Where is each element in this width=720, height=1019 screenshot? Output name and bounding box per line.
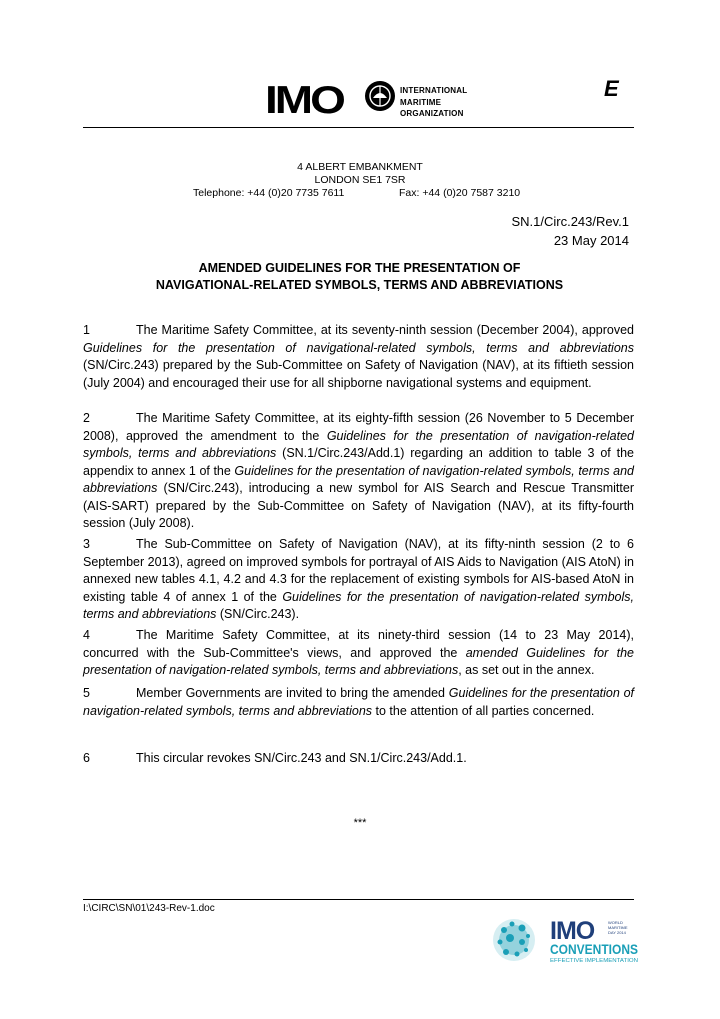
paragraph-4 [83,627,634,680]
paragraph-number: 1 [83,323,90,337]
org-line: MARITIME [400,97,442,107]
imo-conventions-logo [492,912,642,968]
file-path: I:\CIRC\SN\01\243-Rev-1.doc [83,903,215,914]
paragraph-italic: amended Guidelines for the presentation of navigation-related symbols, terms and abbreviations [83,645,635,677]
conventions-tagline: EFFECTIVE IMPLEMENTATION [550,958,639,964]
address-block [0,161,720,187]
language-mark: E [604,76,619,101]
paragraph-text: The Maritime Safety Committee, at its eighty-fifth session (26 November to 5 December 2008), approved the amendment to the [83,411,634,443]
paragraph-1 [83,322,634,392]
address-line: 4 ALBERT EMBANKMENT [297,161,423,173]
paragraph-5 [83,685,634,720]
paragraph-italic: Guidelines for the presentation of navigation-related symbols, terms and abbreviations [83,463,635,495]
paragraph-italic: Guidelines for the presentation of navigational-related symbols, terms and abbreviations [83,340,634,355]
header-rule [83,127,634,128]
conventions-logo-letters: IMO [550,917,595,945]
paragraph-text: Member Governments are invited to bring the amended [136,686,449,700]
paragraph-3 [83,536,634,624]
paragraph-italic: Guidelines for the presentation of navigation-related symbols, terms and abbreviations [83,589,634,621]
organization-name [400,85,467,120]
world-maritime-day-line: MARITIME [608,925,628,930]
paragraph-number: 4 [83,628,90,642]
org-line: INTERNATIONAL [400,86,468,95]
paragraph-number: 6 [83,751,90,765]
globe-dots-icon [493,919,535,961]
paragraph-6 [83,750,634,768]
document-title [83,260,636,294]
address-line: LONDON SE1 7SR [314,174,406,186]
telephone: Telephone: +44 (0)20 7735 7611 [193,187,345,199]
imo-logo [265,78,393,123]
paragraph-text: The Maritime Safety Committee, at its ninety-third session (14 to 23 May 2014), concurred with the Sub-Committee's views, and approved the [83,628,634,660]
paragraph-text: The Sub-Committee on Safety of Navigation (NAV), at its fifty-ninth session (2 to 6 September 2013), agreed on improved symbols for portrayal of AIS Aids to Navigation (AIS AtoN) in annexed new tables 4.1, 4.2 and 4.3 for the replacement of existing symbols for AIS-based AtoN in existing table 4 of annex 1 of the [83,537,634,604]
paragraph-text: (SN/Circ.243), introducing a new symbol for AIS Search and Rescue Transmitter (AIS-SART) prepared by the Sub-Committee on Safety of Navigation (NAV), at its fifty-fourth session (July 2008). [83,481,634,530]
paragraph-text: (SN/Circ.243) prepared by the Sub-Committee on Safety of Navigation (NAV), at its fiftieth session (July 2004) and encouraged their use for all shipborne navigational systems and equipment. [83,358,634,390]
paragraph-number: 3 [83,537,90,551]
paragraph-text: (SN/Circ.243). [216,607,300,621]
paragraph-text: to the attention of all parties concerned. [372,703,595,718]
footer-rule [83,899,634,900]
paragraph-number: 5 [83,686,90,700]
conventions-word: CONVENTIONS [550,941,638,957]
paragraph-number: 2 [83,411,90,425]
section-separator: *** [353,817,367,829]
imo-logo-letters: IMO [265,78,343,123]
world-maritime-day-line: WORLD [608,920,623,925]
paragraph-text: The Maritime Safety Committee, at its seventy-ninth session (December 2004), approved [136,323,634,337]
document-date: 23 May 2014 [553,233,629,248]
imo-emblem-icon [365,81,395,111]
title-line-2: NAVIGATIONAL-RELATED SYMBOLS, TERMS AND ABBREVIATIONS [155,278,564,292]
paragraph-text: (SN.1/Circ.243/Add.1) regarding an addition to table 3 of the appendix to annex 1 of the [83,446,634,478]
paragraph-text: This circular revokes SN/Circ.243 and SN.1/Circ.243/Add.1. [136,751,467,765]
title-line-1: AMENDED GUIDELINES FOR THE PRESENTATION OF [198,261,521,275]
paragraph-italic: Guidelines for the presentation of navigation-related symbols, terms and abbreviations [83,686,634,718]
org-line: ORGANIZATION [400,109,464,118]
document-reference: SN.1/Circ.243/Rev.1 [511,214,629,229]
paragraph-text: , as set out in the annex. [458,663,595,677]
paragraph-italic: Guidelines for the presentation of navigation-related symbols, terms and abbreviations [83,428,635,460]
world-maritime-day-line: DAY 2014 [608,930,626,935]
paragraph-2 [83,410,634,533]
fax: Fax: +44 (0)20 7587 3210 [399,187,521,199]
